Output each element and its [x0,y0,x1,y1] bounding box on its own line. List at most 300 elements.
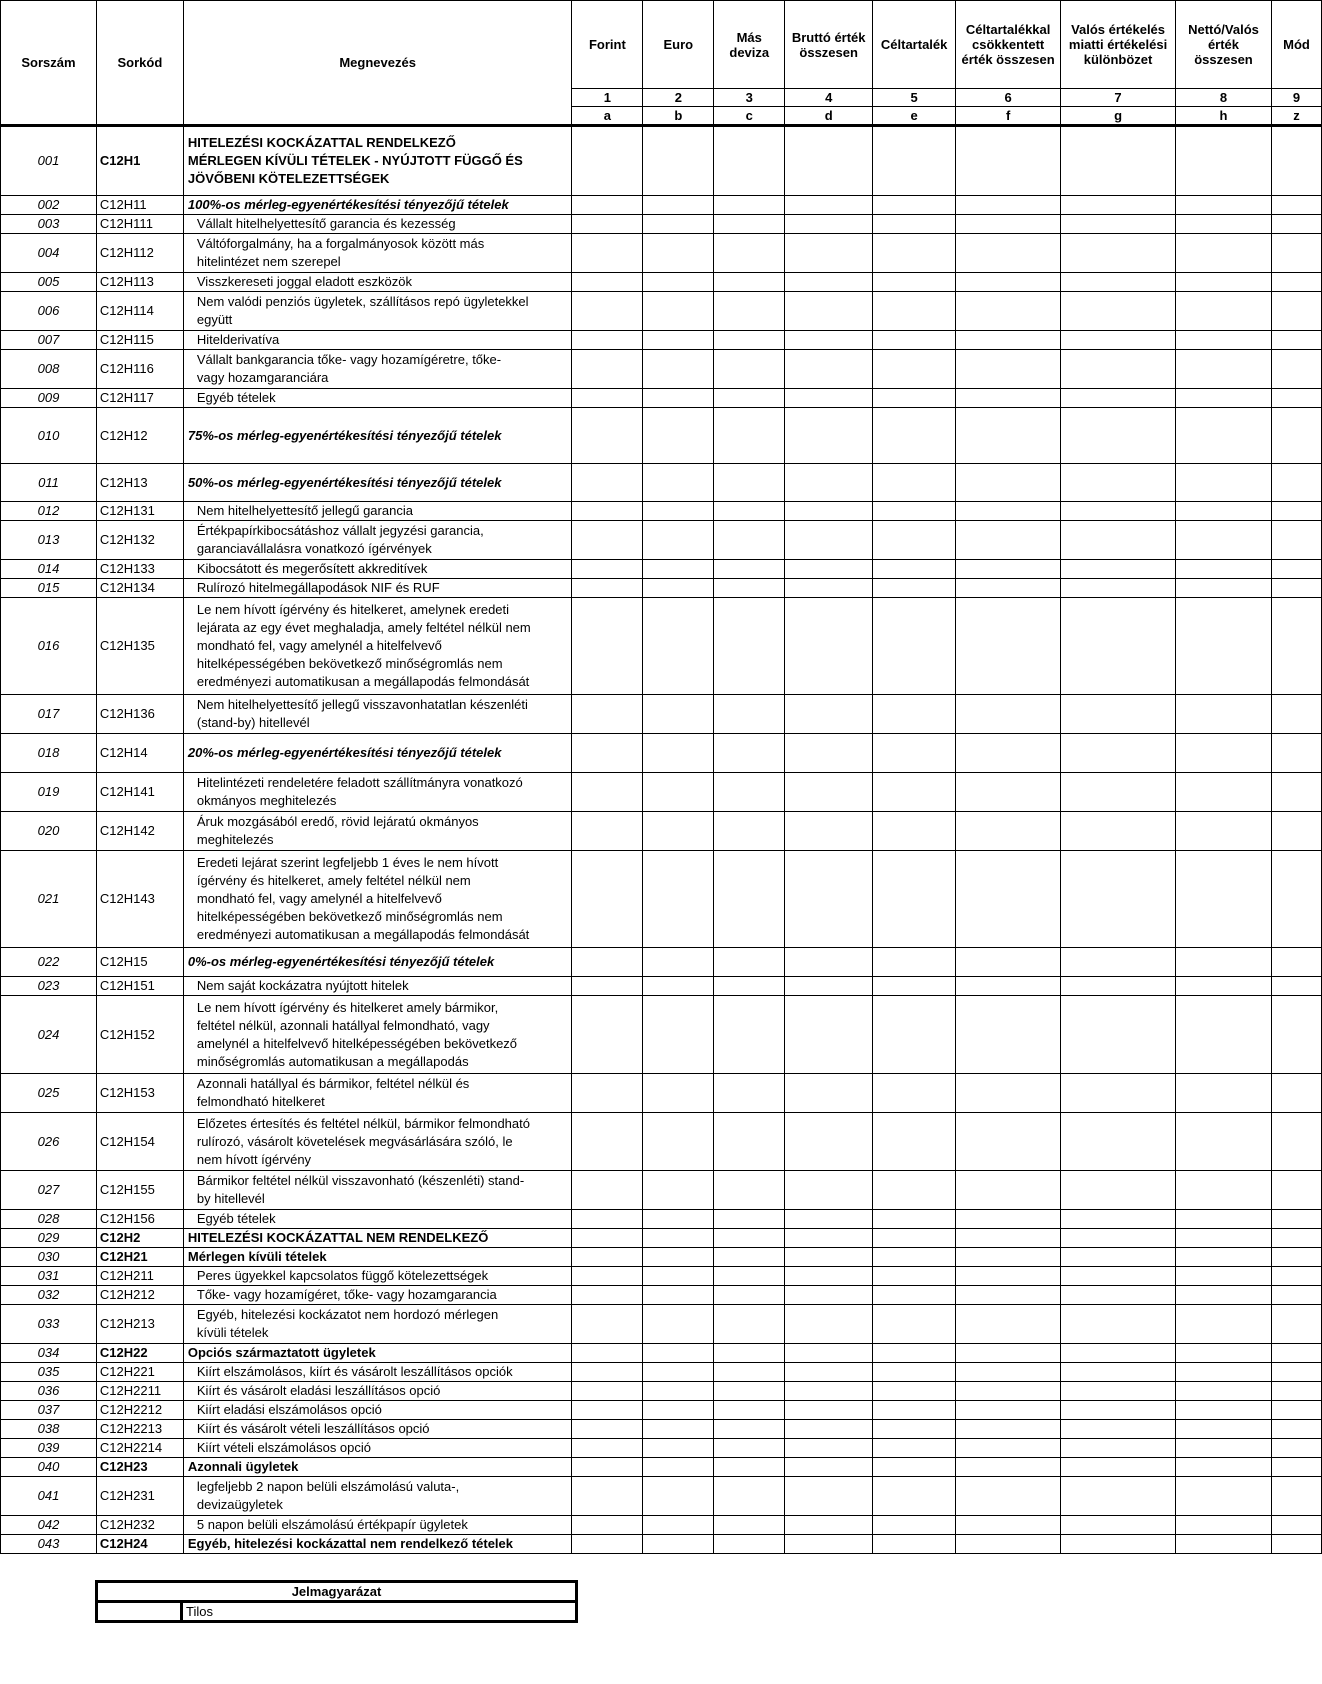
value-cell[interactable] [956,1535,1061,1554]
value-cell[interactable] [572,1535,643,1554]
value-cell[interactable] [785,1458,873,1477]
value-cell[interactable] [1176,292,1272,331]
value-cell[interactable] [785,1305,873,1344]
value-cell[interactable] [873,389,956,408]
value-cell[interactable] [1271,1267,1321,1286]
value-cell[interactable] [873,1458,956,1477]
value-cell[interactable] [1061,734,1176,773]
value-cell[interactable] [714,734,785,773]
value-cell[interactable] [643,1305,714,1344]
value-cell[interactable] [1271,389,1321,408]
value-cell[interactable] [1061,389,1176,408]
value-cell[interactable] [1271,1363,1321,1382]
value-cell[interactable] [1176,948,1272,977]
value-cell[interactable] [1061,292,1176,331]
value-cell[interactable] [873,996,956,1074]
value-cell[interactable] [873,234,956,273]
value-cell[interactable] [714,1382,785,1401]
value-cell[interactable] [1271,948,1321,977]
value-cell[interactable] [1176,273,1272,292]
value-cell[interactable] [1061,1267,1176,1286]
value-cell[interactable] [714,502,785,521]
value-cell[interactable] [714,464,785,502]
value-cell[interactable] [572,560,643,579]
value-cell[interactable] [1176,851,1272,948]
value-cell[interactable] [873,1248,956,1267]
value-cell[interactable] [785,1363,873,1382]
value-cell[interactable] [1176,1458,1272,1477]
value-cell[interactable] [1271,996,1321,1074]
value-cell[interactable] [572,579,643,598]
value-cell[interactable] [714,812,785,851]
value-cell[interactable] [1271,1477,1321,1516]
value-cell[interactable] [1061,215,1176,234]
value-cell[interactable] [785,948,873,977]
value-cell[interactable] [956,1286,1061,1305]
value-cell[interactable] [1176,1305,1272,1344]
value-cell[interactable] [1176,1267,1272,1286]
value-cell[interactable] [785,695,873,734]
value-cell[interactable] [643,977,714,996]
value-cell[interactable] [873,350,956,389]
value-cell[interactable] [1271,350,1321,389]
value-cell[interactable] [572,1401,643,1420]
value-cell[interactable] [1271,695,1321,734]
value-cell[interactable] [643,1382,714,1401]
value-cell[interactable] [714,579,785,598]
value-cell[interactable] [1061,408,1176,464]
value-cell[interactable] [785,1113,873,1171]
value-cell[interactable] [714,1267,785,1286]
value-cell[interactable] [1176,1382,1272,1401]
value-cell[interactable] [956,1267,1061,1286]
value-cell[interactable] [873,1229,956,1248]
value-cell[interactable] [572,851,643,948]
value-cell[interactable] [1271,1074,1321,1113]
value-cell[interactable] [1176,598,1272,695]
value-cell[interactable] [785,331,873,350]
value-cell[interactable] [643,521,714,560]
value-cell[interactable] [1176,234,1272,273]
value-cell[interactable] [1061,1458,1176,1477]
value-cell[interactable] [785,734,873,773]
value-cell[interactable] [714,234,785,273]
value-cell[interactable] [572,1516,643,1535]
value-cell[interactable] [873,273,956,292]
value-cell[interactable] [1176,1439,1272,1458]
value-cell[interactable] [572,1210,643,1229]
value-cell[interactable] [643,292,714,331]
value-cell[interactable] [714,196,785,215]
value-cell[interactable] [785,1248,873,1267]
value-cell[interactable] [1271,273,1321,292]
value-cell[interactable] [1271,977,1321,996]
value-cell[interactable] [956,1458,1061,1477]
value-cell[interactable] [643,1401,714,1420]
value-cell[interactable] [785,773,873,812]
value-cell[interactable] [714,1210,785,1229]
value-cell[interactable] [1271,1171,1321,1210]
value-cell[interactable] [643,1420,714,1439]
value-cell[interactable] [643,215,714,234]
value-cell[interactable] [956,695,1061,734]
value-cell[interactable] [1061,1286,1176,1305]
value-cell[interactable] [1176,734,1272,773]
value-cell[interactable] [643,579,714,598]
value-cell[interactable] [572,1439,643,1458]
value-cell[interactable] [643,773,714,812]
value-cell[interactable] [572,521,643,560]
value-cell[interactable] [1271,1344,1321,1363]
value-cell[interactable] [572,389,643,408]
value-cell[interactable] [1176,773,1272,812]
value-cell[interactable] [572,1267,643,1286]
value-cell[interactable] [1061,1229,1176,1248]
value-cell[interactable] [1061,1420,1176,1439]
value-cell[interactable] [873,812,956,851]
value-cell[interactable] [643,1074,714,1113]
value-cell[interactable] [785,234,873,273]
value-cell[interactable] [1176,521,1272,560]
value-cell[interactable] [873,196,956,215]
value-cell[interactable] [1271,408,1321,464]
value-cell[interactable] [873,1535,956,1554]
value-cell[interactable] [1061,196,1176,215]
value-cell[interactable] [714,560,785,579]
value-cell[interactable] [1061,1113,1176,1171]
value-cell[interactable] [714,695,785,734]
value-cell[interactable] [714,389,785,408]
value-cell[interactable] [1271,1401,1321,1420]
value-cell[interactable] [1271,1305,1321,1344]
value-cell[interactable] [1176,1401,1272,1420]
value-cell[interactable] [1176,1420,1272,1439]
value-cell[interactable] [572,126,643,196]
value-cell[interactable] [1061,1516,1176,1535]
value-cell[interactable] [785,126,873,196]
value-cell[interactable] [1271,812,1321,851]
value-cell[interactable] [1061,996,1176,1074]
value-cell[interactable] [572,734,643,773]
value-cell[interactable] [1271,292,1321,331]
value-cell[interactable] [714,331,785,350]
value-cell[interactable] [956,408,1061,464]
value-cell[interactable] [714,521,785,560]
value-cell[interactable] [1061,331,1176,350]
value-cell[interactable] [1271,1113,1321,1171]
value-cell[interactable] [873,408,956,464]
value-cell[interactable] [873,598,956,695]
value-cell[interactable] [714,851,785,948]
value-cell[interactable] [1061,521,1176,560]
value-cell[interactable] [714,215,785,234]
value-cell[interactable] [956,350,1061,389]
value-cell[interactable] [956,1439,1061,1458]
value-cell[interactable] [785,851,873,948]
value-cell[interactable] [873,1420,956,1439]
value-cell[interactable] [785,1074,873,1113]
value-cell[interactable] [714,773,785,812]
value-cell[interactable] [785,1344,873,1363]
value-cell[interactable] [714,1074,785,1113]
value-cell[interactable] [1061,273,1176,292]
value-cell[interactable] [714,1229,785,1248]
value-cell[interactable] [785,502,873,521]
value-cell[interactable] [1176,196,1272,215]
value-cell[interactable] [785,1420,873,1439]
value-cell[interactable] [1176,1286,1272,1305]
value-cell[interactable] [1176,996,1272,1074]
value-cell[interactable] [643,331,714,350]
value-cell[interactable] [873,1382,956,1401]
value-cell[interactable] [1176,1516,1272,1535]
value-cell[interactable] [785,1439,873,1458]
value-cell[interactable] [714,948,785,977]
value-cell[interactable] [714,1535,785,1554]
value-cell[interactable] [785,1171,873,1210]
value-cell[interactable] [873,215,956,234]
value-cell[interactable] [873,734,956,773]
value-cell[interactable] [1061,598,1176,695]
value-cell[interactable] [572,1458,643,1477]
value-cell[interactable] [1061,851,1176,948]
value-cell[interactable] [572,408,643,464]
value-cell[interactable] [572,1286,643,1305]
value-cell[interactable] [643,464,714,502]
value-cell[interactable] [873,1344,956,1363]
value-cell[interactable] [643,1113,714,1171]
value-cell[interactable] [785,273,873,292]
value-cell[interactable] [643,1210,714,1229]
value-cell[interactable] [572,977,643,996]
value-cell[interactable] [873,977,956,996]
value-cell[interactable] [1271,126,1321,196]
value-cell[interactable] [1176,560,1272,579]
value-cell[interactable] [956,1229,1061,1248]
value-cell[interactable] [1271,521,1321,560]
value-cell[interactable] [1176,1535,1272,1554]
value-cell[interactable] [873,1401,956,1420]
value-cell[interactable] [1176,408,1272,464]
value-cell[interactable] [1061,1171,1176,1210]
value-cell[interactable] [714,1401,785,1420]
value-cell[interactable] [785,215,873,234]
value-cell[interactable] [873,1286,956,1305]
value-cell[interactable] [1061,464,1176,502]
value-cell[interactable] [785,579,873,598]
value-cell[interactable] [785,1267,873,1286]
value-cell[interactable] [572,331,643,350]
value-cell[interactable] [572,464,643,502]
value-cell[interactable] [572,996,643,1074]
value-cell[interactable] [1271,1420,1321,1439]
value-cell[interactable] [572,1229,643,1248]
value-cell[interactable] [1176,579,1272,598]
value-cell[interactable] [1061,1074,1176,1113]
value-cell[interactable] [714,977,785,996]
value-cell[interactable] [785,560,873,579]
value-cell[interactable] [572,273,643,292]
value-cell[interactable] [873,773,956,812]
value-cell[interactable] [1176,1248,1272,1267]
value-cell[interactable] [956,579,1061,598]
value-cell[interactable] [714,1113,785,1171]
value-cell[interactable] [956,1401,1061,1420]
value-cell[interactable] [1271,234,1321,273]
value-cell[interactable] [1061,560,1176,579]
value-cell[interactable] [1061,502,1176,521]
value-cell[interactable] [956,215,1061,234]
value-cell[interactable] [572,215,643,234]
value-cell[interactable] [714,996,785,1074]
value-cell[interactable] [956,1171,1061,1210]
value-cell[interactable] [572,773,643,812]
value-cell[interactable] [956,734,1061,773]
value-cell[interactable] [785,1477,873,1516]
value-cell[interactable] [873,331,956,350]
value-cell[interactable] [873,292,956,331]
value-cell[interactable] [1061,773,1176,812]
value-cell[interactable] [643,598,714,695]
value-cell[interactable] [643,948,714,977]
value-cell[interactable] [572,1248,643,1267]
value-cell[interactable] [643,502,714,521]
value-cell[interactable] [1061,1382,1176,1401]
value-cell[interactable] [873,1439,956,1458]
value-cell[interactable] [956,851,1061,948]
value-cell[interactable] [1176,1074,1272,1113]
value-cell[interactable] [1176,977,1272,996]
value-cell[interactable] [572,1171,643,1210]
value-cell[interactable] [1176,1477,1272,1516]
value-cell[interactable] [873,1363,956,1382]
value-cell[interactable] [873,948,956,977]
value-cell[interactable] [714,1344,785,1363]
value-cell[interactable] [714,1477,785,1516]
value-cell[interactable] [785,408,873,464]
value-cell[interactable] [1176,1363,1272,1382]
value-cell[interactable] [1176,502,1272,521]
value-cell[interactable] [1176,1229,1272,1248]
value-cell[interactable] [714,408,785,464]
value-cell[interactable] [643,196,714,215]
value-cell[interactable] [956,1305,1061,1344]
value-cell[interactable] [785,521,873,560]
value-cell[interactable] [1271,773,1321,812]
value-cell[interactable] [785,598,873,695]
value-cell[interactable] [785,1535,873,1554]
value-cell[interactable] [785,1401,873,1420]
value-cell[interactable] [643,1477,714,1516]
value-cell[interactable] [643,350,714,389]
value-cell[interactable] [956,996,1061,1074]
value-cell[interactable] [873,502,956,521]
value-cell[interactable] [714,1305,785,1344]
value-cell[interactable] [643,1363,714,1382]
value-cell[interactable] [956,977,1061,996]
value-cell[interactable] [643,1171,714,1210]
value-cell[interactable] [956,331,1061,350]
value-cell[interactable] [1271,1516,1321,1535]
value-cell[interactable] [714,598,785,695]
value-cell[interactable] [1061,350,1176,389]
value-cell[interactable] [785,1286,873,1305]
value-cell[interactable] [714,292,785,331]
value-cell[interactable] [785,977,873,996]
value-cell[interactable] [956,292,1061,331]
value-cell[interactable] [643,851,714,948]
value-cell[interactable] [1061,1305,1176,1344]
value-cell[interactable] [1061,695,1176,734]
value-cell[interactable] [1271,196,1321,215]
value-cell[interactable] [1061,977,1176,996]
value-cell[interactable] [785,1382,873,1401]
value-cell[interactable] [956,598,1061,695]
value-cell[interactable] [572,234,643,273]
value-cell[interactable] [1271,502,1321,521]
value-cell[interactable] [873,560,956,579]
value-cell[interactable] [956,1420,1061,1439]
value-cell[interactable] [572,1344,643,1363]
value-cell[interactable] [956,273,1061,292]
value-cell[interactable] [956,1363,1061,1382]
value-cell[interactable] [785,1210,873,1229]
value-cell[interactable] [1176,389,1272,408]
value-cell[interactable] [1271,1535,1321,1554]
value-cell[interactable] [572,196,643,215]
value-cell[interactable] [1271,1248,1321,1267]
value-cell[interactable] [643,408,714,464]
value-cell[interactable] [643,734,714,773]
value-cell[interactable] [1061,234,1176,273]
value-cell[interactable] [956,389,1061,408]
value-cell[interactable] [572,948,643,977]
value-cell[interactable] [956,234,1061,273]
value-cell[interactable] [785,196,873,215]
value-cell[interactable] [956,521,1061,560]
value-cell[interactable] [643,1344,714,1363]
value-cell[interactable] [956,1344,1061,1363]
value-cell[interactable] [643,273,714,292]
value-cell[interactable] [785,996,873,1074]
value-cell[interactable] [714,126,785,196]
value-cell[interactable] [1176,126,1272,196]
value-cell[interactable] [873,1516,956,1535]
value-cell[interactable] [572,1477,643,1516]
value-cell[interactable] [1271,1229,1321,1248]
value-cell[interactable] [956,196,1061,215]
value-cell[interactable] [873,521,956,560]
value-cell[interactable] [643,1535,714,1554]
value-cell[interactable] [714,1439,785,1458]
value-cell[interactable] [1061,1363,1176,1382]
value-cell[interactable] [1061,1535,1176,1554]
value-cell[interactable] [873,1305,956,1344]
value-cell[interactable] [643,812,714,851]
value-cell[interactable] [1061,948,1176,977]
value-cell[interactable] [873,126,956,196]
value-cell[interactable] [1176,464,1272,502]
value-cell[interactable] [643,695,714,734]
value-cell[interactable] [1271,1382,1321,1401]
value-cell[interactable] [643,389,714,408]
value-cell[interactable] [714,350,785,389]
value-cell[interactable] [1271,734,1321,773]
value-cell[interactable] [572,1363,643,1382]
value-cell[interactable] [956,1074,1061,1113]
value-cell[interactable] [1271,560,1321,579]
value-cell[interactable] [956,560,1061,579]
